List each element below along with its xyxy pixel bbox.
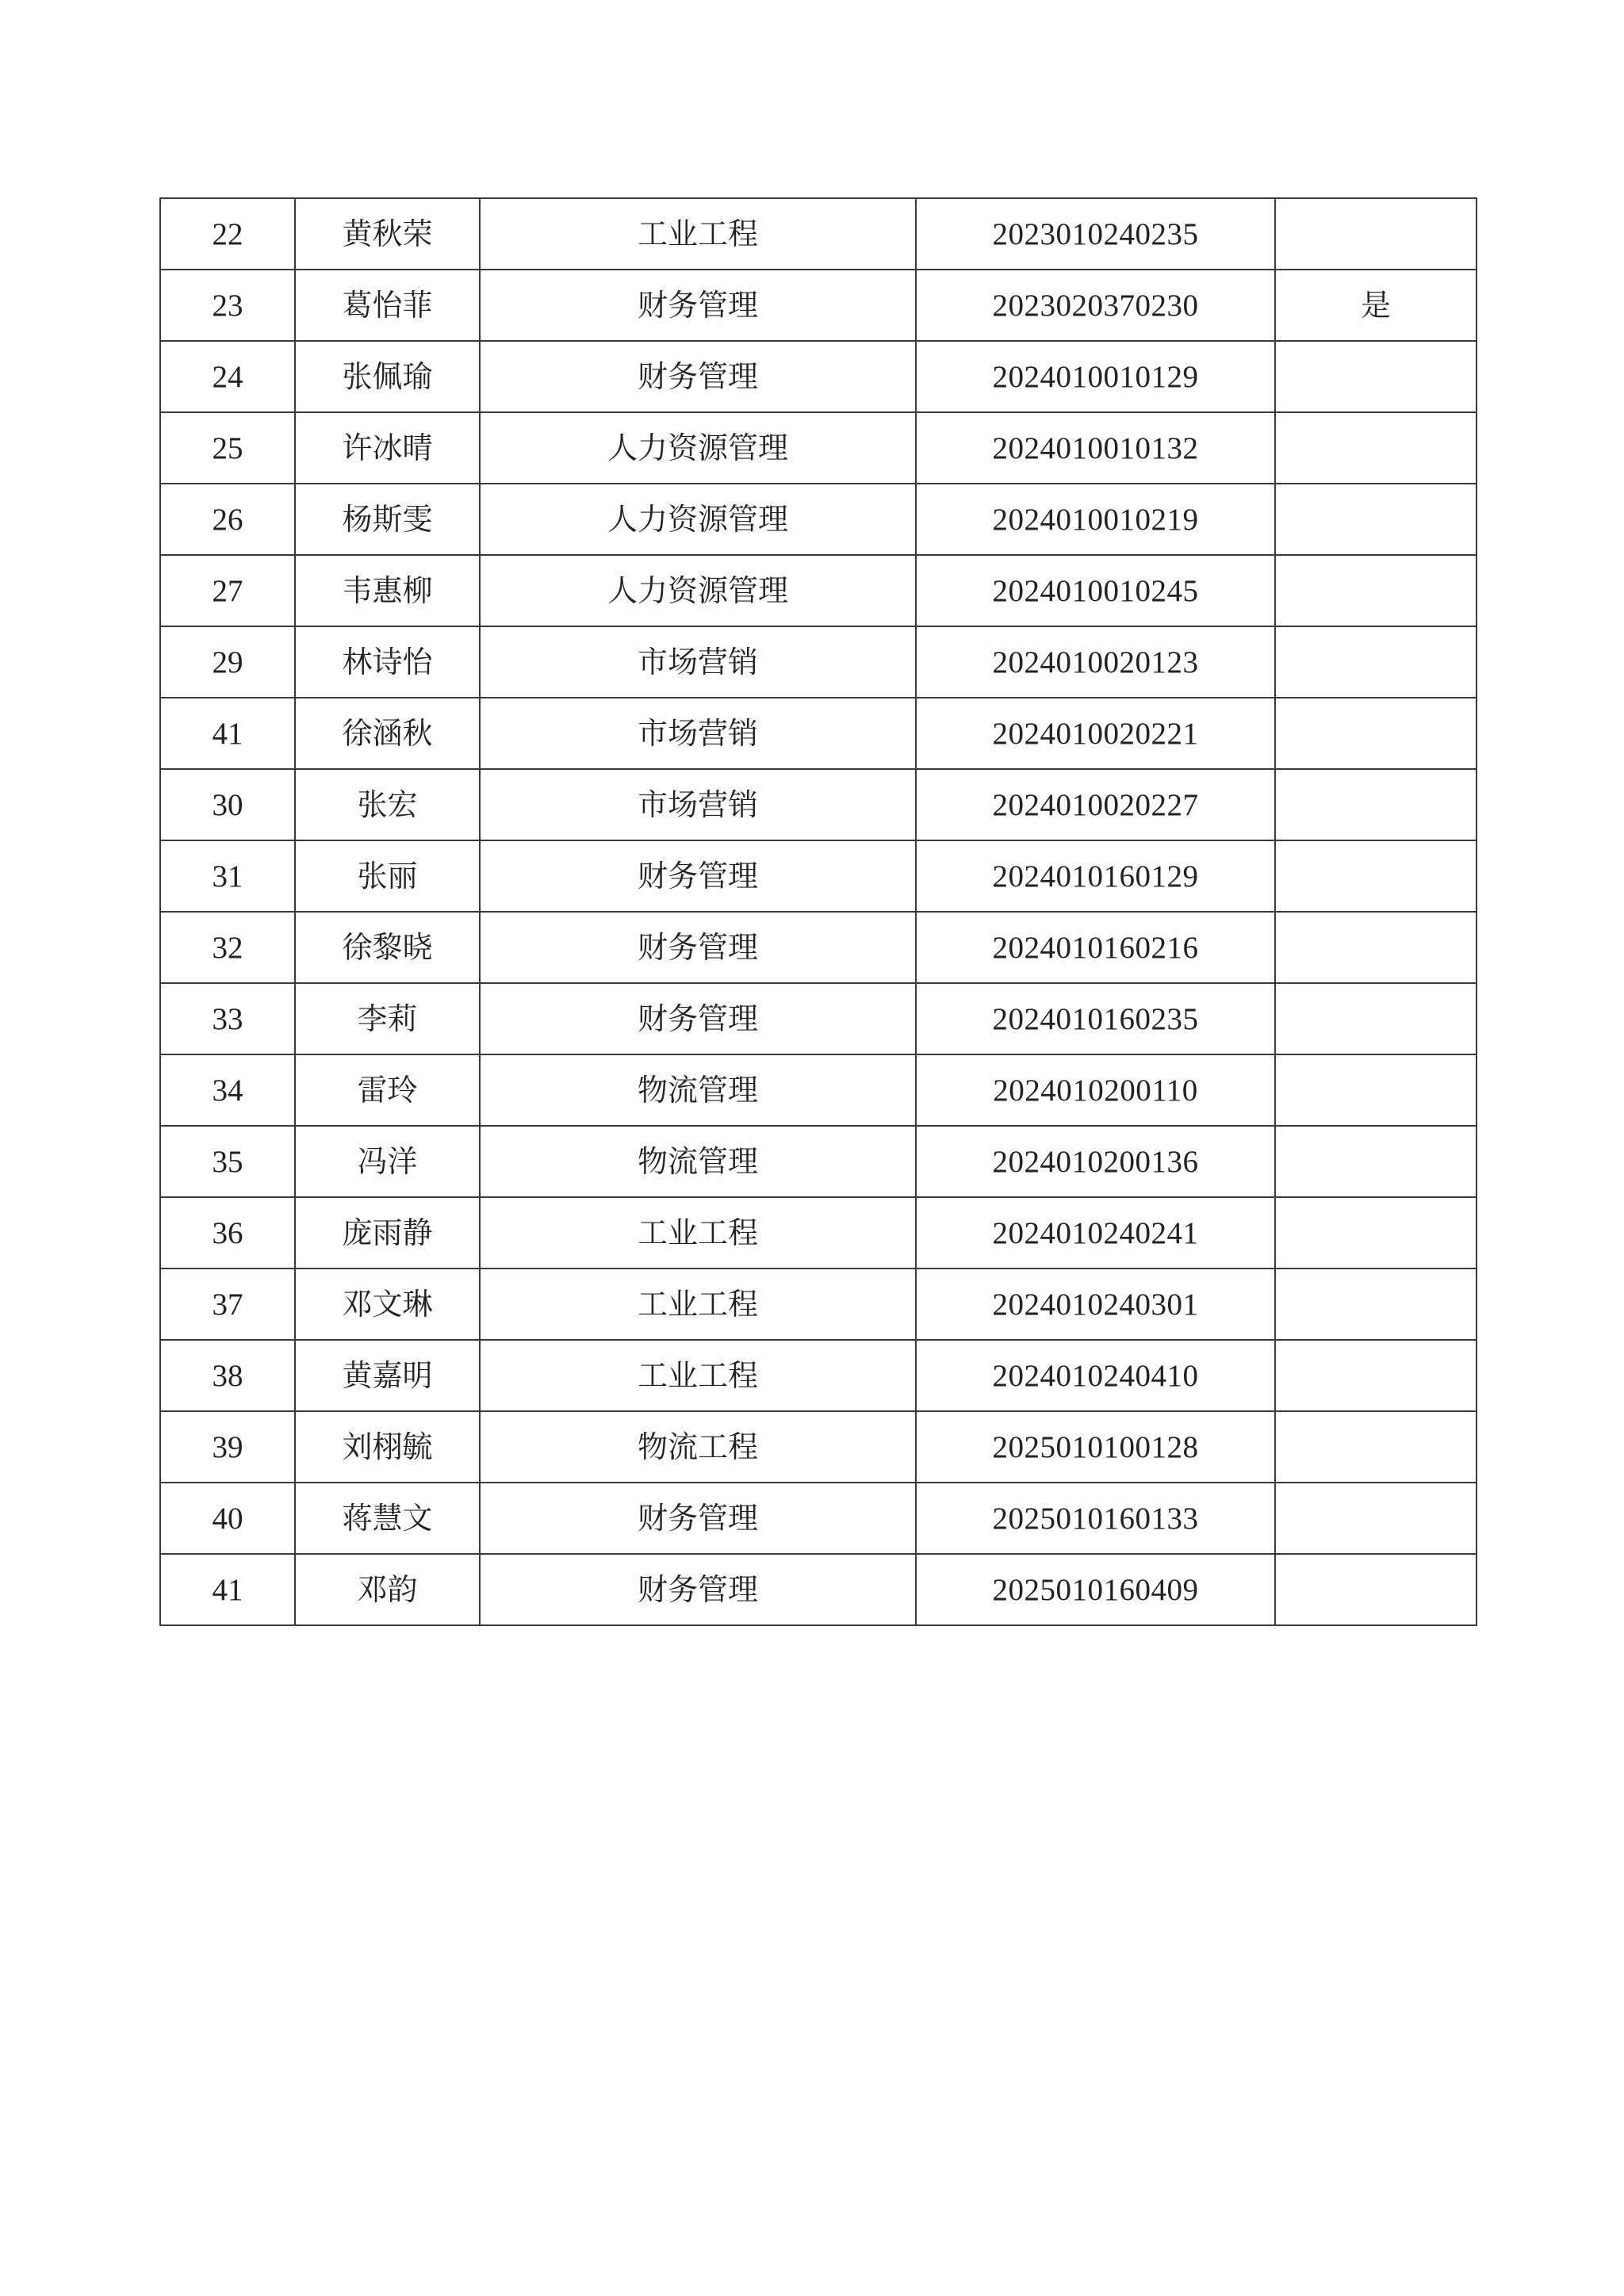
table-row (160, 698, 1477, 769)
row-number: 30 (160, 769, 295, 840)
student-name: 雷玲 (295, 1054, 480, 1126)
flag-cell (1275, 1197, 1477, 1269)
student-id: 2024010240241 (916, 1197, 1275, 1269)
table-row (160, 840, 1477, 912)
student-id: 2024010200136 (916, 1126, 1275, 1197)
major: 财务管理 (480, 912, 916, 983)
flag-cell (1275, 912, 1477, 983)
table-row (160, 912, 1477, 983)
table-row (160, 1483, 1477, 1554)
flag-cell (1275, 1411, 1477, 1483)
student-name: 蒋慧文 (295, 1483, 480, 1554)
row-number: 40 (160, 1483, 295, 1554)
major: 工业工程 (480, 1340, 916, 1411)
table-row (160, 1054, 1477, 1126)
student-id: 2024010160216 (916, 912, 1275, 983)
student-id: 2024010240410 (916, 1340, 1275, 1411)
table-row (160, 270, 1477, 341)
student-id: 2023020370230 (916, 270, 1275, 341)
student-id: 2024010200110 (916, 1054, 1275, 1126)
major: 工业工程 (480, 1197, 916, 1269)
table-row (160, 769, 1477, 840)
flag-cell (1275, 626, 1477, 698)
student-id: 2025010160133 (916, 1483, 1275, 1554)
student-id: 2023010240235 (916, 198, 1275, 270)
table-row (160, 626, 1477, 698)
flag-cell (1275, 198, 1477, 270)
student-name: 庞雨静 (295, 1197, 480, 1269)
major: 财务管理 (480, 983, 916, 1054)
major: 人力资源管理 (480, 484, 916, 555)
table-row (160, 1197, 1477, 1269)
roster-body (160, 198, 1477, 1625)
row-number: 32 (160, 912, 295, 983)
major: 财务管理 (480, 1483, 916, 1554)
flag-cell (1275, 341, 1477, 412)
row-number: 31 (160, 840, 295, 912)
student-name: 邓文琳 (295, 1269, 480, 1340)
table-row (160, 484, 1477, 555)
row-number: 23 (160, 270, 295, 341)
major: 人力资源管理 (480, 555, 916, 626)
row-number: 25 (160, 412, 295, 484)
flag-cell (1275, 840, 1477, 912)
flag-cell (1275, 1269, 1477, 1340)
row-number: 22 (160, 198, 295, 270)
student-id: 2024010020123 (916, 626, 1275, 698)
row-number: 29 (160, 626, 295, 698)
student-name: 邓韵 (295, 1554, 480, 1625)
major: 财务管理 (480, 270, 916, 341)
major: 工业工程 (480, 1269, 916, 1340)
flag-cell (1275, 1054, 1477, 1126)
student-name: 许冰晴 (295, 412, 480, 484)
row-number: 41 (160, 698, 295, 769)
table-row (160, 1340, 1477, 1411)
row-number: 26 (160, 484, 295, 555)
row-number: 33 (160, 983, 295, 1054)
student-id: 2024010010219 (916, 484, 1275, 555)
flag-cell (1275, 1483, 1477, 1554)
table-row (160, 555, 1477, 626)
student-name: 李莉 (295, 983, 480, 1054)
flag-cell (1275, 769, 1477, 840)
major: 人力资源管理 (480, 412, 916, 484)
flag-cell (1275, 983, 1477, 1054)
row-number: 36 (160, 1197, 295, 1269)
flag-cell (1275, 698, 1477, 769)
student-name: 张丽 (295, 840, 480, 912)
row-number: 41 (160, 1554, 295, 1625)
student-name: 冯洋 (295, 1126, 480, 1197)
major: 物流管理 (480, 1126, 916, 1197)
table-row (160, 198, 1477, 270)
student-id: 2024010160129 (916, 840, 1275, 912)
table-row (160, 1554, 1477, 1625)
student-id: 2024010010245 (916, 555, 1275, 626)
flag-cell (1275, 555, 1477, 626)
table-row (160, 983, 1477, 1054)
student-id: 2024010020227 (916, 769, 1275, 840)
student-name: 黄嘉明 (295, 1340, 480, 1411)
table-row (160, 412, 1477, 484)
table-row (160, 1269, 1477, 1340)
student-name: 杨斯雯 (295, 484, 480, 555)
student-id: 2024010010132 (916, 412, 1275, 484)
student-id: 2024010240301 (916, 1269, 1275, 1340)
student-id: 2025010160409 (916, 1554, 1275, 1625)
major: 财务管理 (480, 341, 916, 412)
major: 市场营销 (480, 769, 916, 840)
flag-cell (1275, 484, 1477, 555)
row-number: 34 (160, 1054, 295, 1126)
flag-cell (1275, 1340, 1477, 1411)
row-number: 35 (160, 1126, 295, 1197)
major: 物流管理 (480, 1054, 916, 1126)
student-id: 2024010010129 (916, 341, 1275, 412)
row-number: 37 (160, 1269, 295, 1340)
student-id: 2024010020221 (916, 698, 1275, 769)
flag-cell (1275, 1126, 1477, 1197)
major: 市场营销 (480, 698, 916, 769)
major: 物流工程 (480, 1411, 916, 1483)
flag-cell: 是 (1275, 270, 1477, 341)
student-name: 刘栩毓 (295, 1411, 480, 1483)
flag-cell (1275, 1554, 1477, 1625)
row-number: 24 (160, 341, 295, 412)
major: 财务管理 (480, 1554, 916, 1625)
major: 工业工程 (480, 198, 916, 270)
student-id: 2024010160235 (916, 983, 1275, 1054)
table-row (160, 1411, 1477, 1483)
student-name: 徐黎晓 (295, 912, 480, 983)
student-roster-table (159, 197, 1477, 1626)
major: 市场营销 (480, 626, 916, 698)
row-number: 38 (160, 1340, 295, 1411)
flag-cell (1275, 412, 1477, 484)
student-name: 林诗怡 (295, 626, 480, 698)
student-name: 黄秋荣 (295, 198, 480, 270)
table-row (160, 341, 1477, 412)
table-row (160, 1126, 1477, 1197)
student-name: 张宏 (295, 769, 480, 840)
student-name: 徐涵秋 (295, 698, 480, 769)
major: 财务管理 (480, 840, 916, 912)
row-number: 39 (160, 1411, 295, 1483)
student-name: 韦惠柳 (295, 555, 480, 626)
student-name: 葛怡菲 (295, 270, 480, 341)
student-id: 2025010100128 (916, 1411, 1275, 1483)
row-number: 27 (160, 555, 295, 626)
student-name: 张佩瑜 (295, 341, 480, 412)
